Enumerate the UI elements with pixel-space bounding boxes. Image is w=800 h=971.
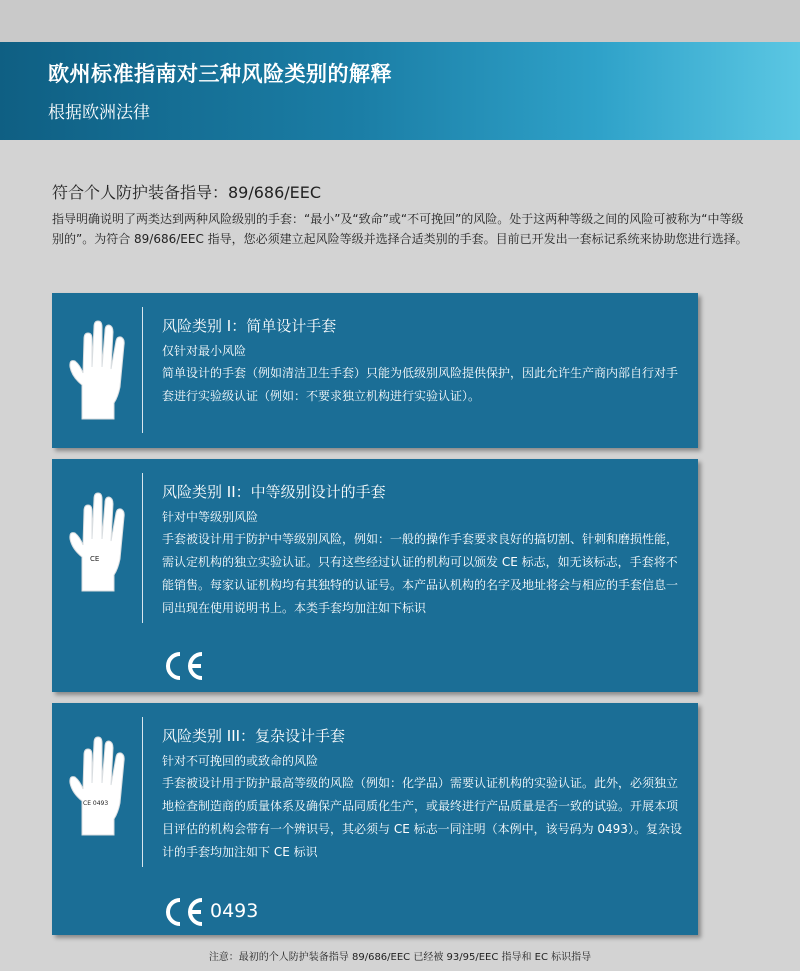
- page-subtitle: 根据欧洲法律: [48, 103, 150, 123]
- category-1-subtitle: 仅针对最小风险: [162, 344, 247, 358]
- ce-mark-icon: [162, 649, 272, 683]
- directive-text: 指导明确说明了两类达到两种风险级别的手套：“最小”及“致命”或“不可挽回”的风险。处于这两种等级之间的风险可被称为“中等级别的”。为符合 89/686/EEC 指导，您必须建立起风险等级并选择合适类别的手套。目前已开发出一套标记系统来协助您进行选择。: [52, 212, 748, 246]
- category-2-title: 风险类别 II：中等级别设计的手套: [162, 483, 386, 501]
- top-strip: [0, 0, 800, 42]
- category-3-card: [52, 703, 698, 935]
- glove-ce-label: CE: [90, 555, 100, 563]
- category-2-content: [162, 481, 682, 620]
- category-2-card: [52, 459, 698, 692]
- category-3-content: [162, 725, 682, 864]
- category-1-content: [162, 315, 682, 408]
- category-3-description: 手套被设计用于防护最高等级的风险（例如：化学品）需要认证机构的实验认证。此外，必须独立地检查制造商的质量体系及确保产品同质化生产，或最终进行产品质量是否一致的试验。开展本项目评估的机构会带有一个辨识号，其必须与 CE 标志一同注明（本例中，该号码为 0493）。复杂设计的手套均加注如下 CE 标识: [162, 776, 682, 859]
- header-banner: [0, 42, 800, 140]
- category-3-title: 风险类别 III：复杂设计手套: [162, 727, 346, 745]
- directive-title: 符合个人防护装备指导：89/686/EEC: [52, 183, 322, 202]
- card-divider: [142, 717, 143, 867]
- card-divider: [142, 307, 143, 433]
- category-2-description: 手套被设计用于防护中等级别风险，例如：一般的操作手套要求良好的搞切割、针刺和磨损性能，需认定机构的独立实验认证。只有这些经过认证的机构可以颁发 CE 标志，如无该标志，手套将不能销售。每家认证机构均有其独特的认证号。本产品认机构的名字及地址将会与相应的手套信息一同出现在使用说明书上。本类手套均加注如下标识: [162, 532, 679, 615]
- ce-0493-mark: [162, 895, 272, 929]
- page-title: 欧州标准指南对三种风险类别的解释: [48, 62, 392, 86]
- ce-glove-icon: [66, 487, 130, 597]
- category-1-description: 简单设计的手套（例如清洁卫生手套）只能为低级别风险提供保护，因此允许生产商内部自行对手套进行实验级认证（例如：不要求独立机构进行实验认证）。: [162, 366, 679, 403]
- category-1-card: [52, 293, 698, 448]
- ce-logo-icon: [162, 649, 206, 683]
- category-2-subtitle: 针对中等级别风险: [162, 510, 259, 524]
- ce-0493-glove-icon: [66, 731, 130, 841]
- card-divider: [142, 473, 143, 623]
- directive-section: [52, 180, 752, 249]
- category-3-subtitle: 针对不可挽回的或致命的风险: [162, 754, 319, 768]
- notified-body-number: 0493: [210, 900, 259, 922]
- glove-ce-0493-label: CE 0493: [83, 800, 109, 807]
- category-1-title: 风险类别 I：简单设计手套: [162, 317, 337, 335]
- footnote: 注意：最初的个人防护装备指导 89/686/EEC 已经被 93/95/EEC 指导和 EC 标识指导: [208, 952, 592, 963]
- ce-logo-icon: [162, 895, 206, 929]
- white-glove-icon: [66, 315, 130, 425]
